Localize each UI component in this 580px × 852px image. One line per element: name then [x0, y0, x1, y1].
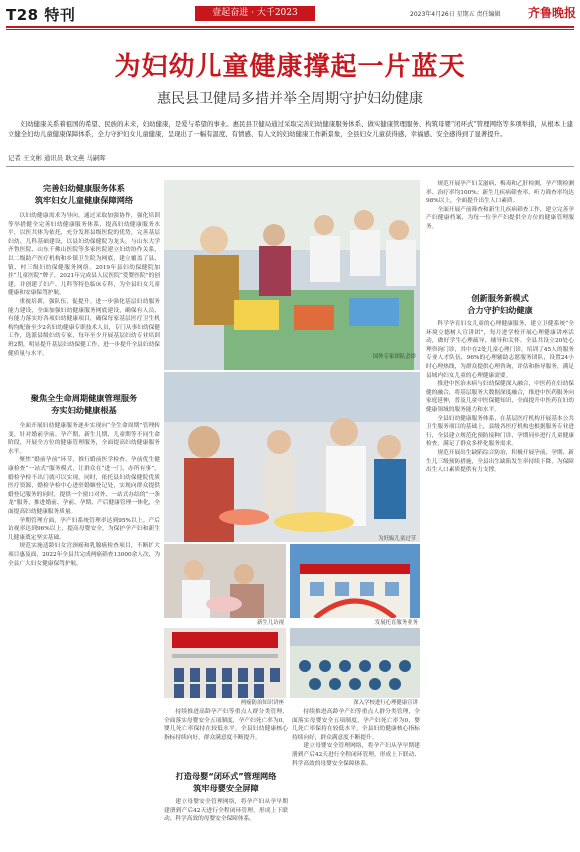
caption-photo4: 发展托育服务业务: [374, 620, 418, 626]
paragraph: 规范开展出生缺陷综合防治，积极开展孕前、孕期、新生儿三级预防措施，全县出生缺陷发生率持续下降，为保障出生人口素质提供有力支撑。: [426, 449, 574, 474]
section-heading-1: [8, 182, 160, 206]
sub-headline: 惠民县卫健局多措并举全周期守护妇幼健康: [157, 91, 423, 107]
paragraph: 以妇幼健康需求为导向，通过采取加强协作，强化培训等举措健全完善妇幼健康服务体系，提高妇幼健康服务水平，以医共体为依托，充分发挥县级医院的优势，完善基层妇幼、儿科基础建设，以县妇幼保健院为龙头，与山东大学齐鲁医院、山东千佛山医院等多家医院建立妇幼协作关系，以二级助产医疗机构和乡镇卫生院为网底，建立覆盖了县、镇、村三级妇幼保健服务网络。2019年县妇幼保健院加挂“儿童医院”牌子，2021年完成县人民医院“爱婴医院”的创建，并创建了妇产、儿科等特色临床专科，为全县妇女儿童健康和安康保驾护航。: [8, 213, 160, 297]
photo-childcare-center: [290, 544, 420, 618]
section-heading-3-line1: 打造母婴“闭环式”管理网络: [175, 771, 277, 781]
photo-expert-consultation: [164, 180, 420, 370]
main-headline: 为妇幼儿童健康撑起一片蓝天: [114, 52, 466, 82]
paragraph: 建立母婴安全管理网络，将孕产妇从孕早期建册到产后42天进行全程闭环管理，形成上下联动、科学高效的母婴安全保障体系。: [292, 743, 420, 767]
article-column-1a: [8, 212, 160, 390]
lead-paragraph: 妇幼健康关系着祖国的希望、民族的未来，妇幼健康，是爱与希望的事业。惠民县卫健局通过采取完善妇幼健康服务体系、做实健康管理服务、构筑母婴“闭环式”管理网络等多项举措，从根本上建立健全妇幼儿童健康保障体系，全力守护妇女儿童健康，呈现出了一幅有温度、有情感、有人文的妇幼健康工作新景象，全县妇女儿童获得感、幸福感、安全感得到了显著提升。: [8, 120, 573, 138]
photo-childcare-center-image: [290, 544, 420, 618]
section-heading-4-line2: 合力守护妇幼健康: [467, 305, 533, 315]
section-heading-3-line2: 筑牢母婴安全屏障: [193, 783, 259, 793]
paragraph: 全面开展产前筛查和新生儿疾病筛查工作，建立完善孕产妇健康档案，为每一位孕产妇提供全方位的健康管理服务。: [426, 206, 574, 230]
paragraph: 规范开展孕产妇艾滋病、梅毒和乙肝检测，孕产期检测率、治疗率均100%；新生儿疾病筛查率、听力筛查率均达98%以上，全面提升出生人口素质。: [426, 181, 574, 205]
paragraph: 全面开展妇幼健康服务逐步实现向“全生命周期”管理转变，针对婚前孕前、孕产期、新生儿期、儿童期等不同生命阶段，开展全方位的健康管理服务，全面提高妇幼健康服务水平。: [8, 423, 160, 455]
caption-photo3: 新生儿访视: [257, 620, 284, 626]
photo-cancer-lecture: [164, 628, 286, 698]
article-column-2a: [164, 708, 288, 768]
caption-photo1: 国外专家团队会诊: [372, 354, 416, 360]
section-heading-1-line2: 筑牢妇女儿童健康保障网络: [34, 195, 134, 205]
section-heading-4: [426, 292, 574, 316]
issue-banner: 壹起奋进 · 大千2023: [195, 6, 315, 21]
caption-photo2: 为妊娠儿童过节: [378, 536, 416, 542]
byline-rule: [6, 166, 574, 167]
photo-school-lecture-image: [290, 628, 420, 698]
article-column-3a: [426, 180, 574, 290]
header-rule: [6, 26, 574, 28]
photo-newborn-visit: [164, 544, 286, 618]
paragraph: 推进中医治未病与妇幼保健深入融合，中医药在妇幼保健的融合，将基层服务大数据深度融合，推进中医药服务向家庭延伸，普及儿童中医保健知识，全面提升中医药在妇幼健康领域的服务能力和水平。: [426, 381, 574, 413]
caption-photo5: 两癌防治知识讲座: [240, 700, 284, 706]
page-number: [6, 4, 75, 25]
paragraph: 持续推进高龄孕产妇等重点人群分类管理，全面落实母婴安全五项制度，孕产妇死亡率为0，婴儿死亡率保持在较低水平，全县妇幼健康核心指标持续向好，群众满意度不断提升。: [164, 709, 288, 741]
article-column-3b: [426, 320, 574, 846]
section-heading-3: [164, 770, 288, 794]
article-column-2b: [164, 798, 288, 846]
paragraph: 规范实施适龄妇女宫颈癌和乳腺癌检查项目，不断扩大项目惠及面，2022年全县共完成两癌筛查13000余人次，为全县广大妇女健康保驾护航。: [8, 543, 160, 567]
section-name: 特刊: [44, 6, 76, 24]
paragraph: 建立母婴安全管理网络，将孕产妇从孕早期建册到产后42天进行全程闭环管理，形成上下联动、科学高效的母婴安全保障体系。: [164, 799, 288, 823]
header-rule-thin: [6, 29, 574, 30]
photo-expert-consultation-image: [164, 180, 420, 370]
paragraph: 聚焦“婚前孕前”环节，推行婚前医学检查、孕前优生健康检查“一站式”服务模式，让群众在“进一门、办所有事”，婚检孕检不出门就可以实现。同时，依托县妇幼保健院优质医疗资源，婚检孕检中心进驻婚姻登记处，实现向群众提供婚登记服务的同时，提供一个窗口对外、一站式办结的“一条龙”服务，推进婚前、孕前、孕期、产后健康管理一体化，全面提高妇幼健康服务质量。: [8, 457, 160, 515]
paragraph: 重视培训，强队伍，促提升。进一步强化基层妇幼服务能力建设，全面加强妇幼健康服务网底建设，确保有人员、有能力落实好各项妇幼健康项目，确保每家基层医疗卫生机构均配备至少2名妇幼健康专职技术人员，专门从事妇幼保健工作，选派县级妇幼专家，每年至少开展基层妇幼专业培训班2期，明显提升基层妇幼保健工作，进一步提升全县妇幼保健质量与水平。: [8, 298, 160, 357]
caption-photo6: 深入学校进行心理健康宣讲: [353, 700, 418, 706]
section-heading-2-line1: 聚焦全生命周期健康管理服务: [30, 393, 138, 403]
article-column-2c: [292, 708, 420, 846]
article-column-1b: [8, 422, 160, 842]
paragraph: 全县妇幼健康服务体系，在基层医疗机构开展基本公共卫生服务项目的基础上，县级各医疗机构也根据服务专业进行，全县建立规范化预防接种门诊，孕期同步进行儿童健康检查，满足了群众多样化服务需求。: [426, 415, 574, 448]
section-heading-2: [8, 392, 160, 416]
photo-cancer-lecture-image: [164, 628, 286, 698]
newspaper-logo: 齐鲁晚报: [528, 6, 577, 20]
photo-children-party: [164, 372, 420, 542]
byline: 记者 王文彬 通讯员 耿文燕 马嗣晖: [8, 154, 106, 162]
paragraph: 孕期管理方面，孕产妇系统管理率达到95%以上。产后访视率达到96%以上，提高母婴安全，为保护孕产妇和新生儿健康奠定坚实基础。: [8, 517, 160, 541]
section-heading-1-line1: 完善妇幼健康服务体系: [43, 183, 125, 193]
page-number-text: T28: [6, 6, 39, 24]
paragraph: 持续推进高龄孕产妇等重点人群分类管理，全面落实母婴安全五项制度，孕产妇死亡率为0，婴儿死亡率保持在较低水平，全县妇幼健康核心指标持续向好，群众满意度不断提升。: [292, 709, 420, 741]
paragraph: 科学孕育妇女儿童的心理健康服务，建立卫健系统“全环境立德树人宣讲团”，每月进学校开展心理健康讲座活动，做好学生心理疏导、辅导和关怀。全县共设立20处心理咨询门诊，其中在2处儿童心理门诊，培训了45人的服务专业人才队伍，96%的心理辅助志愿服务团队，设置24小时心理热线，为群众提供心理咨询，评估和指导服务，满足县域内妇女儿童的心理健康需要。: [426, 321, 574, 379]
photo-newborn-visit-image: [164, 544, 286, 618]
photo-school-lecture: [290, 628, 420, 698]
dateline: 2023年4月26日 星期五 责任编辑: [410, 11, 501, 18]
photo-children-party-image: [164, 372, 420, 542]
section-heading-4-line1: 创新服务新模式: [471, 293, 529, 303]
section-heading-2-line2: 夯实妇幼健康根基: [51, 405, 117, 415]
